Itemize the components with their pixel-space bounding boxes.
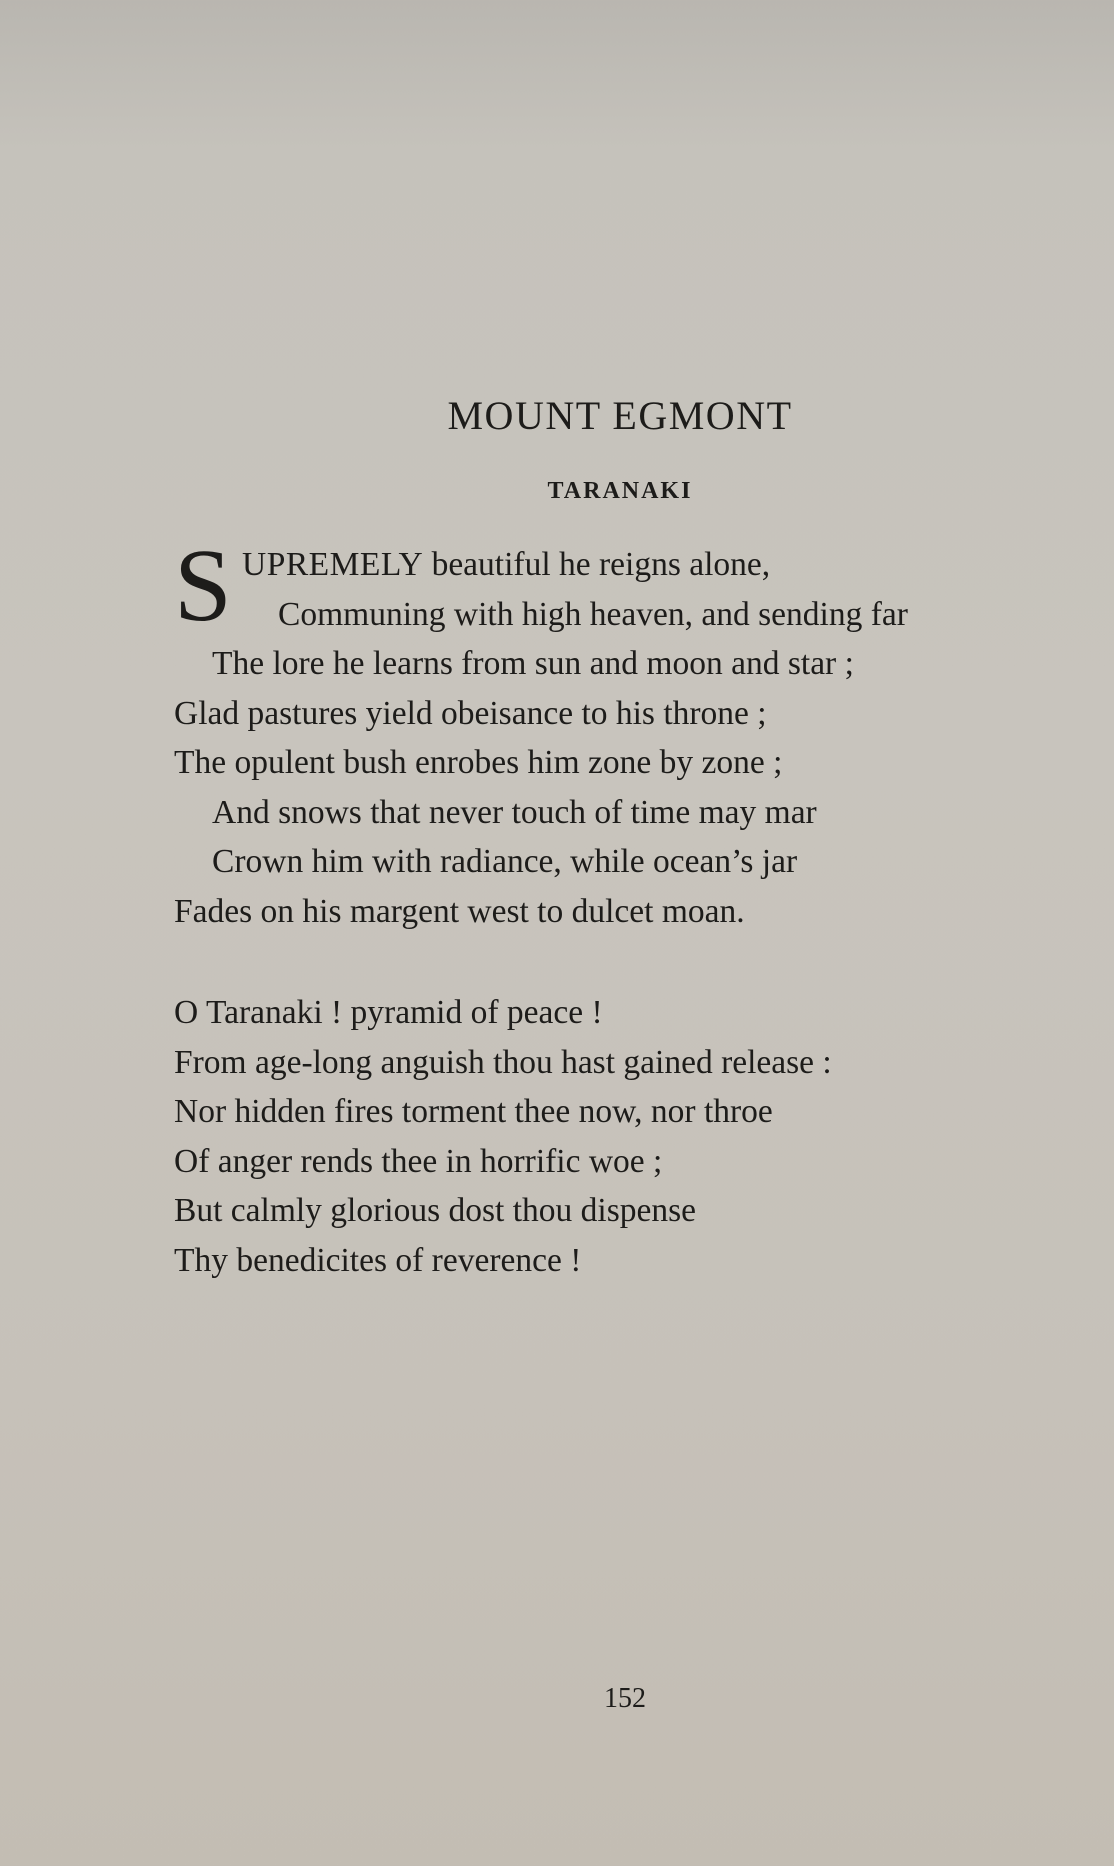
stanza-1	[174, 528, 908, 936]
opening-word: UPREMELY	[242, 546, 424, 583]
poem-line: O Taranaki ! pyramid of peace !	[174, 994, 603, 1031]
line-text: beautiful he reigns alone,	[423, 546, 771, 583]
poem-line: Crown him with radiance, while ocean’s jar	[212, 843, 798, 880]
poem-line: The lore he learns from sun and moon and star ;	[212, 645, 854, 682]
poem-title: MOUNT EGMONT	[447, 393, 793, 438]
page-number: 152	[604, 1683, 646, 1714]
poem-line: Glad pastures yield obeisance to his throne ;	[174, 694, 767, 732]
drop-cap: S	[174, 528, 232, 643]
poem-line: Nor hidden fires torment thee now, nor throe	[174, 1093, 773, 1130]
poem-line: Communing with high heaven, and sending far	[278, 595, 908, 633]
poem-line: Thy benedicites of reverence !	[174, 1241, 582, 1279]
poem-line: But calmly glorious dost thou dispense	[174, 1192, 697, 1229]
poem-line: The opulent bush enrobes him zone by zone ;	[174, 744, 783, 781]
stanza-2	[174, 988, 832, 1285]
poem-subtitle: TARANAKI	[547, 478, 693, 504]
poem-line: And snows that never touch of time may mar	[212, 793, 817, 831]
poem-line: Of anger rends thee in horrific woe ;	[174, 1142, 663, 1180]
poem-line: From age-long anguish thou hast gained release :	[174, 1043, 832, 1081]
poem-line: Fades on his margent west to dulcet moan.	[174, 892, 745, 930]
